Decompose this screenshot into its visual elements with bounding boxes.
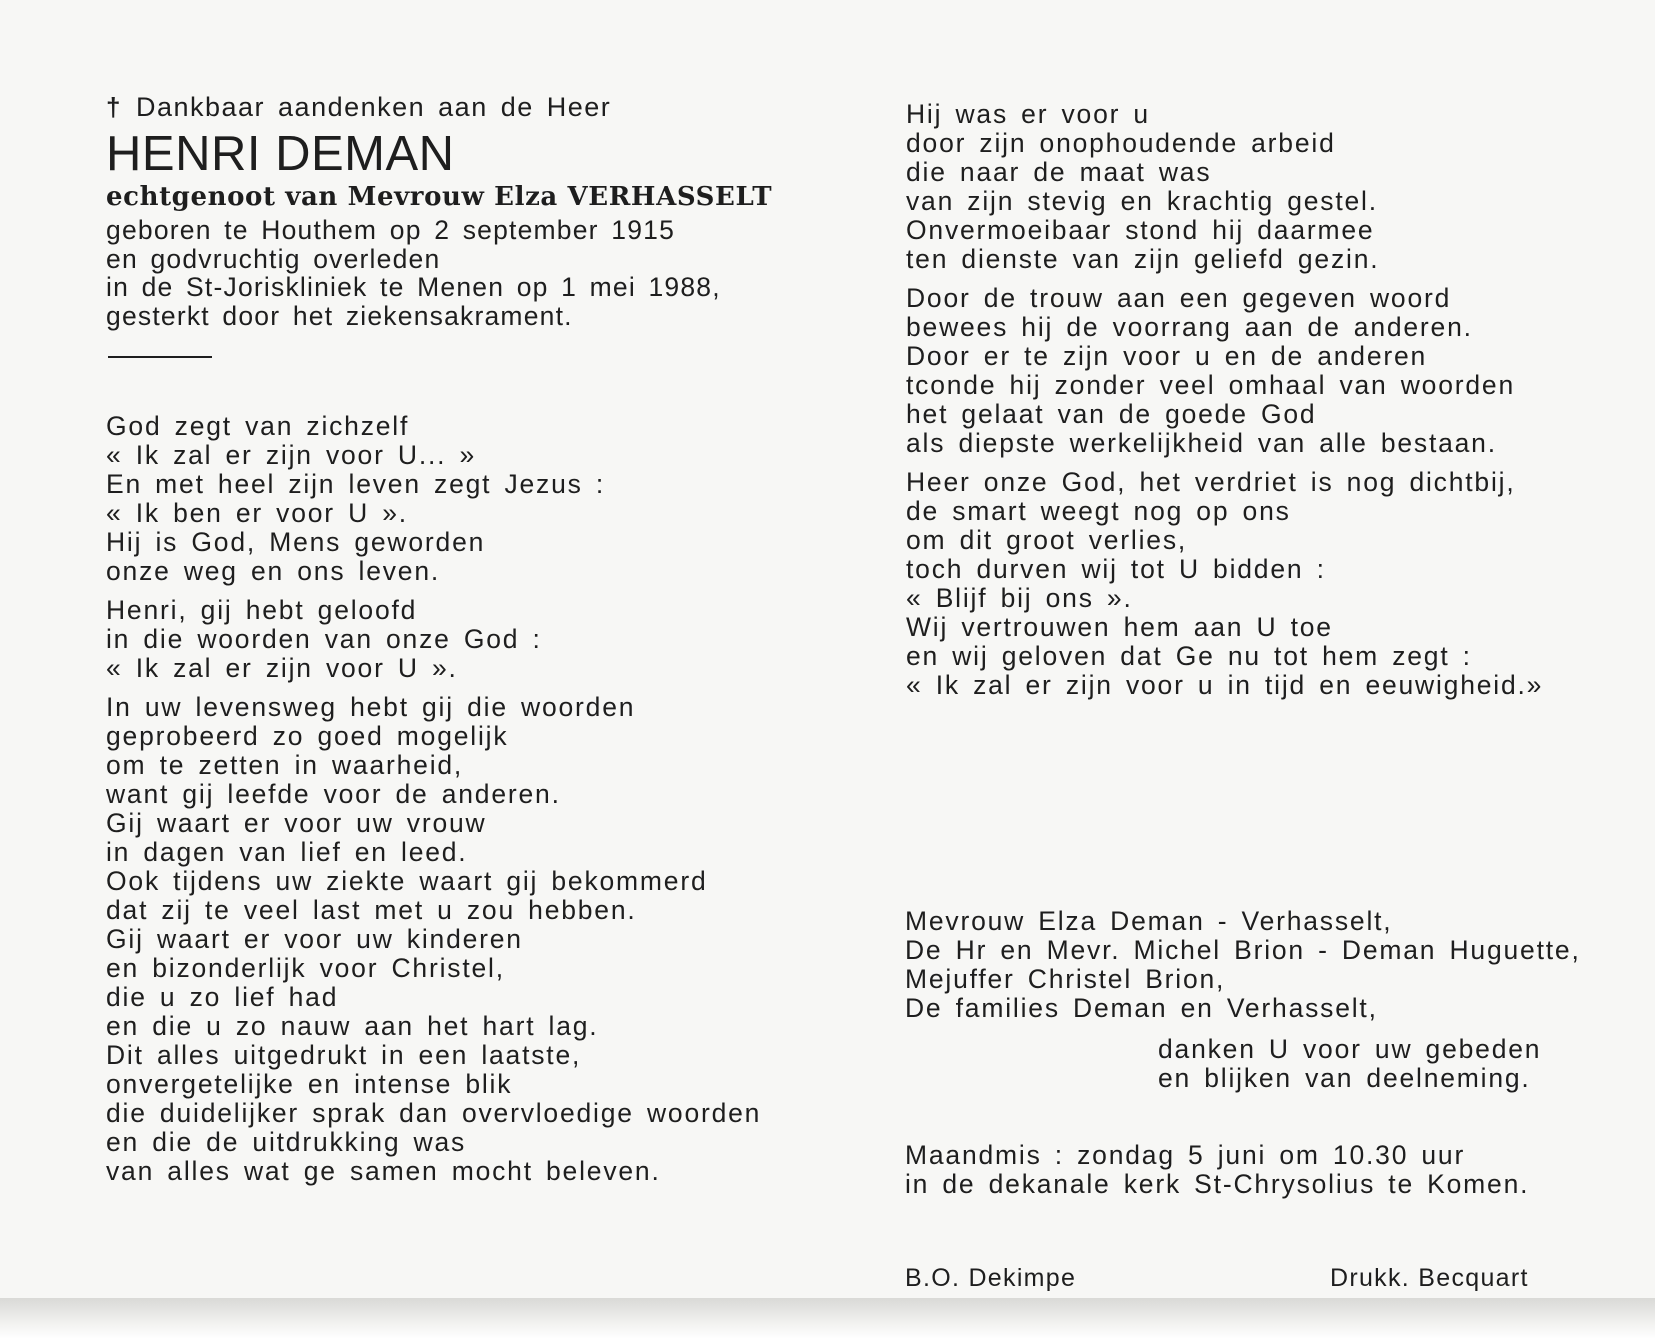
poem-line: En met heel zijn leven zegt Jezus : <box>106 469 606 499</box>
poem-line: « Ik ben er voor U ». <box>106 498 408 528</box>
dedication-line <box>106 92 766 122</box>
poem-line: tconde hij zonder veel omhaal van woorden <box>906 370 1515 400</box>
poem-line: Door er te zijn voor u en de anderen <box>906 341 1428 371</box>
poem-line: van alles wat ge samen mocht beleven. <box>106 1156 661 1186</box>
poem-line: In uw levensweg hebt gij die woorden <box>106 692 636 722</box>
poem-line: die u zo lief had <box>106 982 339 1012</box>
left-stanza <box>106 412 766 586</box>
poem-line: door zijn onophoudende arbeid <box>906 128 1336 158</box>
poem-line: om te zetten in waarheid, <box>106 750 464 780</box>
left-stanza <box>106 596 766 683</box>
poem-line: « Ik zal er zijn voor U... » <box>106 440 477 470</box>
poem-line: en die de uitdrukking was <box>106 1127 467 1157</box>
family-line: Mejuffer Christel Brion, <box>905 964 1226 994</box>
right-stanza <box>906 100 1556 274</box>
poem-line: en wij geloven dat Ge nu tot hem zegt : <box>906 641 1472 671</box>
poem-line: Gij waart er voor uw kinderen <box>106 924 523 954</box>
poem-line: ten dienste van zijn geliefd gezin. <box>906 244 1380 274</box>
mass-line: in de dekanale kerk St-Chrysolius te Komen. <box>905 1169 1530 1199</box>
undertaker-credit: B.O. Dekimpe <box>905 1264 1077 1292</box>
right-stanza <box>906 468 1556 700</box>
poem-line: geprobeerd zo goed mogelijk <box>106 721 509 751</box>
left-stanza <box>106 693 766 1186</box>
poem-line: bewees hij de voorrang aan de anderen. <box>906 312 1473 342</box>
thanks-line: danken U voor uw gebeden <box>1158 1034 1542 1064</box>
poem-line: Dit alles uitgedrukt in een laatste, <box>106 1040 582 1070</box>
biography <box>106 216 766 330</box>
bio-line: in de St-Joriskliniek te Menen op 1 mei 1988, <box>106 272 721 302</box>
poem-line: Hij is God, Mens geworden <box>106 527 486 557</box>
right-column <box>906 100 1556 710</box>
thanks-note <box>1158 1035 1548 1093</box>
poem-line: Wij vertrouwen hem aan U toe <box>906 612 1333 642</box>
thanks-line: en blijken van deelneming. <box>1158 1063 1531 1093</box>
mass-line: Maandmis : zondag 5 juni om 10.30 uur <box>905 1140 1466 1170</box>
right-stanza <box>906 284 1556 458</box>
poem-line: die naar de maat was <box>906 157 1212 187</box>
bio-line: geboren te Houthem op 2 september 1915 <box>106 215 676 245</box>
poem-line: in dagen van lief en leed. <box>106 837 468 867</box>
poem-line: in die woorden van onze God : <box>106 624 542 654</box>
printer-credit: Drukk. Becquart <box>1330 1264 1529 1292</box>
left-column <box>106 92 773 1196</box>
family-line: De families Deman en Verhasselt, <box>905 993 1378 1023</box>
poem-line: « Ik zal er zijn voor u in tijd en eeuwigheid.» <box>906 670 1544 700</box>
spouse-line: echtgenoot van Mevrouw Elza VERHASSELT <box>106 182 773 212</box>
family-line: Mevrouw Elza Deman - Verhasselt, <box>905 906 1393 936</box>
poem-line: dat zij te veel last met u zou hebben. <box>106 895 637 925</box>
poem-line: en die u zo nauw aan het hart lag. <box>106 1011 599 1041</box>
poem-line: onvergetelijke en intense blik <box>106 1069 513 1099</box>
dedication-text: Dankbaar aandenken aan de Heer <box>135 92 612 122</box>
poem-line: als diepste werkelijkheid van alle bestaan. <box>906 428 1497 458</box>
poem-line: Hij was er voor u <box>906 99 1150 129</box>
family-line: De Hr en Mevr. Michel Brion - Deman Huguette, <box>905 935 1581 965</box>
card-edge-shadow <box>0 1298 1655 1339</box>
poem-line: de smart weegt nog op ons <box>906 496 1291 526</box>
poem-line: Onvermoeibaar stond hij daarmee <box>906 215 1375 245</box>
poem-line: God zegt van zichzelf <box>106 411 410 441</box>
poem-line: van zijn stevig en krachtig gestel. <box>906 186 1378 216</box>
poem-line: Heer onze God, het verdriet is nog dichtbij, <box>906 467 1516 497</box>
poem-line: Gij waart er voor uw vrouw <box>106 808 487 838</box>
poem-line: het gelaat van de goede God <box>906 399 1317 429</box>
poem-line: die duidelijker sprak dan overvloedige woorden <box>106 1098 762 1128</box>
poem-line: Ook tijdens uw ziekte waart gij bekommerd <box>106 866 708 896</box>
family-list <box>905 906 1581 1023</box>
poem-line: Henri, gij hebt geloofd <box>106 595 418 625</box>
poem-line: en bizonderlijk voor Christel, <box>106 953 505 983</box>
poem-line: « Ik zal er zijn voor U ». <box>106 653 458 683</box>
poem-line: om dit groot verlies, <box>906 525 1188 555</box>
poem-line: want gij leefde voor de anderen. <box>106 779 561 809</box>
bio-line: gesterkt door het ziekensakrament. <box>106 300 573 331</box>
divider <box>108 356 212 358</box>
poem-line: « Blijf bij ons ». <box>906 583 1133 613</box>
cross-icon: † <box>106 92 122 122</box>
poem-line: toch durven wij tot U bidden : <box>906 554 1326 584</box>
poem-line: Door de trouw aan een gegeven woord <box>906 283 1452 313</box>
poem-line: onze weg en ons leven. <box>106 556 441 586</box>
deceased-name: HENRI DEMAN <box>106 127 455 181</box>
bio-line: en godvruchtig overleden <box>106 243 441 274</box>
memorial-mass <box>905 1141 1565 1199</box>
